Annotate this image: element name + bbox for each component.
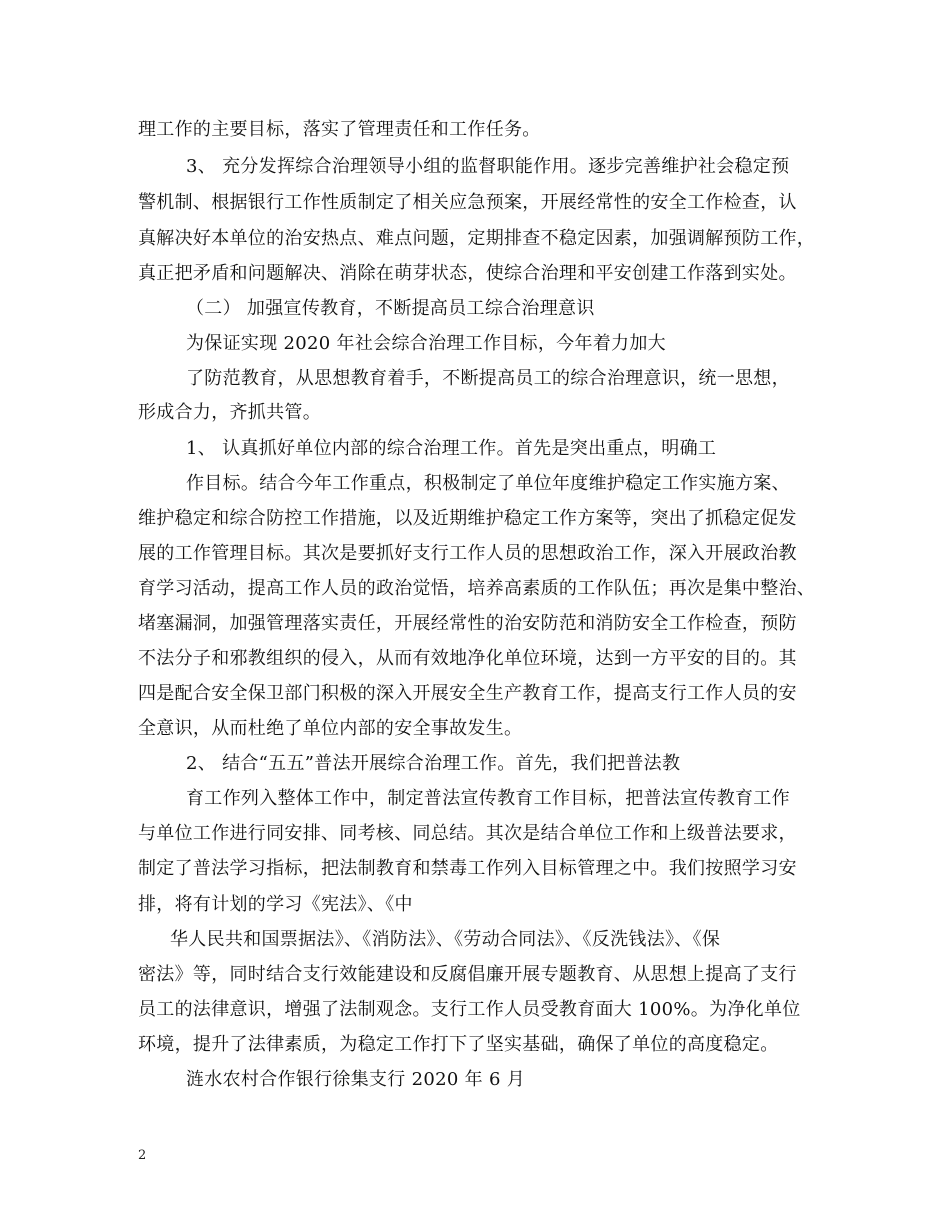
text-line: 理工作的主要目标，落实了管理责任和工作任务。 [138, 119, 541, 140]
text-line: 全意识，从而杜绝了单位内部的安全事故发生。 [138, 718, 523, 739]
text-line: 员工的法律意识，增强了法制观念。支行工作人员受教育面大 100%。为净化单位 [138, 999, 801, 1020]
text-line: 四是配合安全保卫部门积极的深入开展安全生产教育工作，提高支行工作人员的安 [138, 683, 797, 704]
text-line: 不法分子和邪教组织的侵入，从而有效地净化单位环境，达到一方平安的目的。其 [138, 648, 797, 669]
text-line: 与单位工作进行同安排、同考核、同总结。其次是结合单位工作和上级普法要求， [138, 823, 797, 844]
text-line: 为保证实现 2020 年社会综合治理工作目标，今年着力加大 [186, 333, 666, 354]
text-line: 真正把矛盾和问题解决、消除在萌芽状态，使综合治理和平安创建工作落到实处。 [138, 263, 797, 284]
section-heading: （二） 加强宣传教育，不断提高员工综合治理意识 [186, 298, 595, 319]
text-line: 育学习活动，提高工作人员的政治觉悟，培养高素质的工作队伍；再次是集中整治、 [138, 578, 816, 599]
signature-line: 涟水农村合作银行徐集支行 2020 年 6 月 [186, 1069, 526, 1090]
text-line: 维护稳定和综合防控工作措施，以及近期维护稳定工作方案等，突出了抓稳定促发 [138, 508, 797, 529]
text-line: 了防范教育，从思想教育着手，不断提高员工的综合治理意识，统一思想， [186, 368, 790, 389]
text-line: 排，将有计划的学习《宪法》、《中 [138, 894, 413, 915]
text-line: 警机制、根据银行工作性质制定了相关应急预案，开展经常性的安全工作检查，认 [138, 192, 797, 213]
text-line: 展的工作管理目标。其次是要抓好支行工作人员的思想政治工作，深入开展政治教 [138, 543, 797, 564]
text-line: 形成合力，齐抓共管。 [138, 402, 321, 423]
text-line: 制定了普法学习指标，把法制教育和禁毒工作列入目标管理之中。我们按照学习安 [138, 858, 797, 879]
text-line: 环境，提升了法律素质，为稳定工作打下了坚实基础，确保了单位的高度稳定。 [138, 1034, 779, 1055]
text-line: 真解决好本单位的治安热点、难点问题，定期排查不稳定因素，加强调解预防工作， [138, 228, 816, 249]
page-number: 2 [138, 1148, 147, 1163]
text-line: 育工作列入整体工作中，制定普法宣传教育工作目标，把普法宣传教育工作 [186, 788, 790, 809]
text-line: 堵塞漏洞，加强管理落实责任，开展经常性的治安防范和消防安全工作检查，预防 [138, 613, 797, 634]
text-line: 密法》等，同时结合支行效能建设和反腐倡廉开展专题教育、从思想上提高了支行 [138, 964, 797, 985]
text-line: 1、 认真抓好单位内部的综合治理工作。首先是突出重点，明确工 [186, 438, 717, 459]
text-line: 2、 结合“五五”普法开展综合治理工作。首先，我们把普法教 [186, 753, 681, 774]
text-line: 作目标。结合今年工作重点，积极制定了单位年度维护稳定工作实施方案、 [186, 473, 790, 494]
text-line: 华人民共和国票据法》、《消防法》、《劳动合同法》、《反洗钱法》、《保 [170, 929, 721, 950]
text-line: 3、 充分发挥综合治理领导小组的监督职能作用。逐步完善维护社会稳定预 [186, 156, 790, 177]
